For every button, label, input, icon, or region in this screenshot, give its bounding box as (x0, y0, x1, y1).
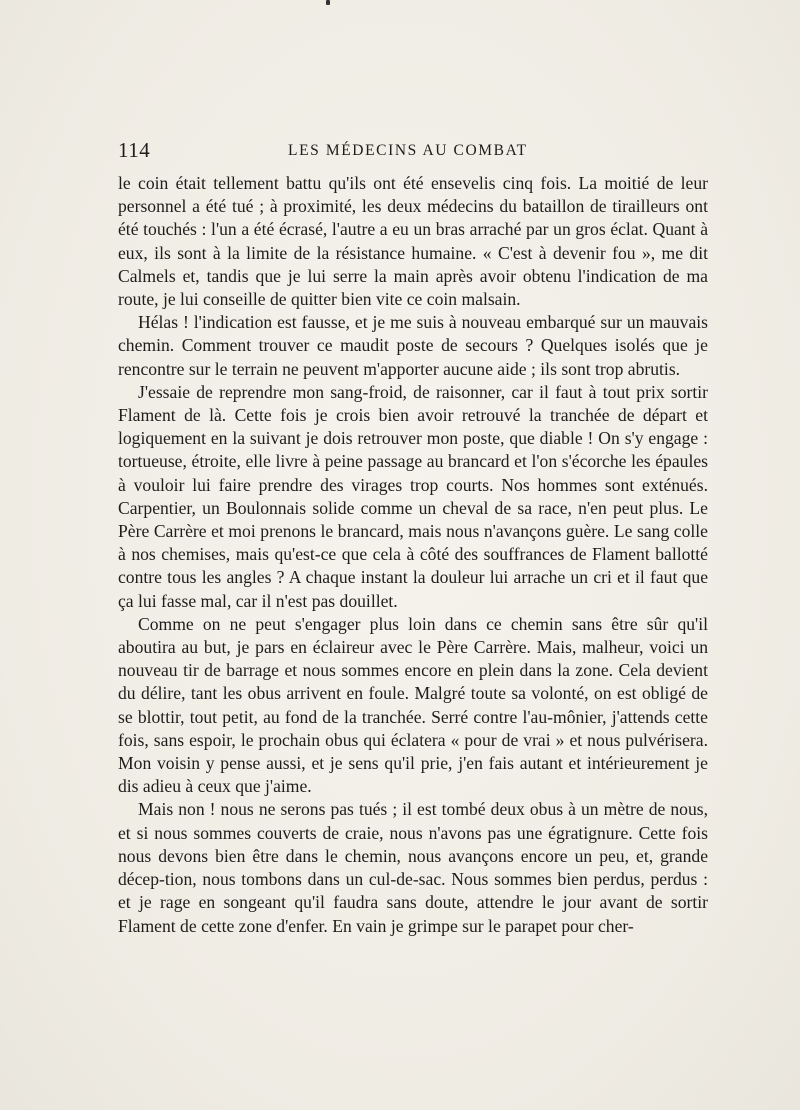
running-head (118, 138, 708, 162)
paragraph: Mais non ! nous ne serons pas tués ; il est tombé deux obus à un mètre de nous, et si nous sommes couverts de craie, nous n'avons pas une égratignure. Cette fois nous devons bien être dans le chemin, nous avançons encore un peu, et, grande décep-tion, nous tombons dans un cul-de-sac. Nous sommes bien perdus, perdus : et je rage en songeant qu'il faudra sans doute, attendre le jour avant de sortir Flament de cette zone d'enfer. En vain je grimpe sur le parapet pour cher- (118, 799, 708, 936)
page-number: 114 (118, 138, 151, 162)
paragraph: Comme on ne peut s'engager plus loin dans ce chemin sans être sûr qu'il aboutira au but, je pars en éclaireur avec le Père Carrère. Mais, malheur, voici un nouveau tir de barrage et nous sommes encore en plein dans la zone. Cela devient du délire, tant les obus arrivent en foule. Malgré toute sa volonté, on est obligé de se blottir, tout petit, au fond de la tranchée. Serré contre l'au-mônier, j'attends cette fois, sans espoir, le prochain obus qui éclatera « pour de vrai » et nous pulvérisera. Mon voisin y pense aussi, et je sens qu'il prie, j'en fais autant et intérieurement je dis adieu à ceux que j'aime. (118, 613, 708, 797)
paragraph: J'essaie de reprendre mon sang-froid, de raisonner, car il faut à tout prix sortir Flament de là. Cette fois je crois bien avoir retrouvé la tranchée de départ et logiquement en la suivant je dois retrouver mon poste, que diable ! On s'y engage : tortueuse, étroite, elle livre à peine passage au brancard et l'on s'écorche les épaules à vouloir lui faire prendre des virages trop courts. Nos hommes sont exténués. Carpentier, un Boulonnais solide comme un cheval de sa race, n'en peut plus. Le Père Carrère et moi prenons le brancard, mais nous n'avançons guère. Le sang colle à nos chemises, mais qu'est-ce que cela à côté des souffrances de Flament ballotté contre tous les angles ? A chaque instant la douleur lui arrache un cri et il faut que ça lui fasse mal, car il n'est pas douillet. (118, 381, 708, 611)
body-text (118, 172, 708, 938)
print-mark (326, 0, 330, 5)
paragraph: Hélas ! l'indication est fausse, et je me suis à nouveau embarqué sur un mauvais chemin. Comment trouver ce maudit poste de secours ? Quelques isolés que je rencontre sur le terrain ne peuvent m'apporter aucune aide ; ils sont trop abrutis. (118, 312, 708, 379)
running-title: LES MÉDECINS AU COMBAT (288, 142, 528, 159)
paragraph: le coin était tellement battu qu'ils ont été ensevelis cinq fois. La moitié de leur personnel a été tué ; à proximité, les deux médecins du bataillon de tirailleurs ont été touchés : l'un a été écrasé, l'autre a eu un bras arraché par un gros éclat. Quant à eux, ils sont à la limite de la résistance humaine. « C'est à devenir fou », me dit Calmels et, tandis que je lui serre la main après avoir obtenu l'indication de ma route, je lui conseille de quitter bien vite ce coin malsain. (118, 173, 708, 310)
